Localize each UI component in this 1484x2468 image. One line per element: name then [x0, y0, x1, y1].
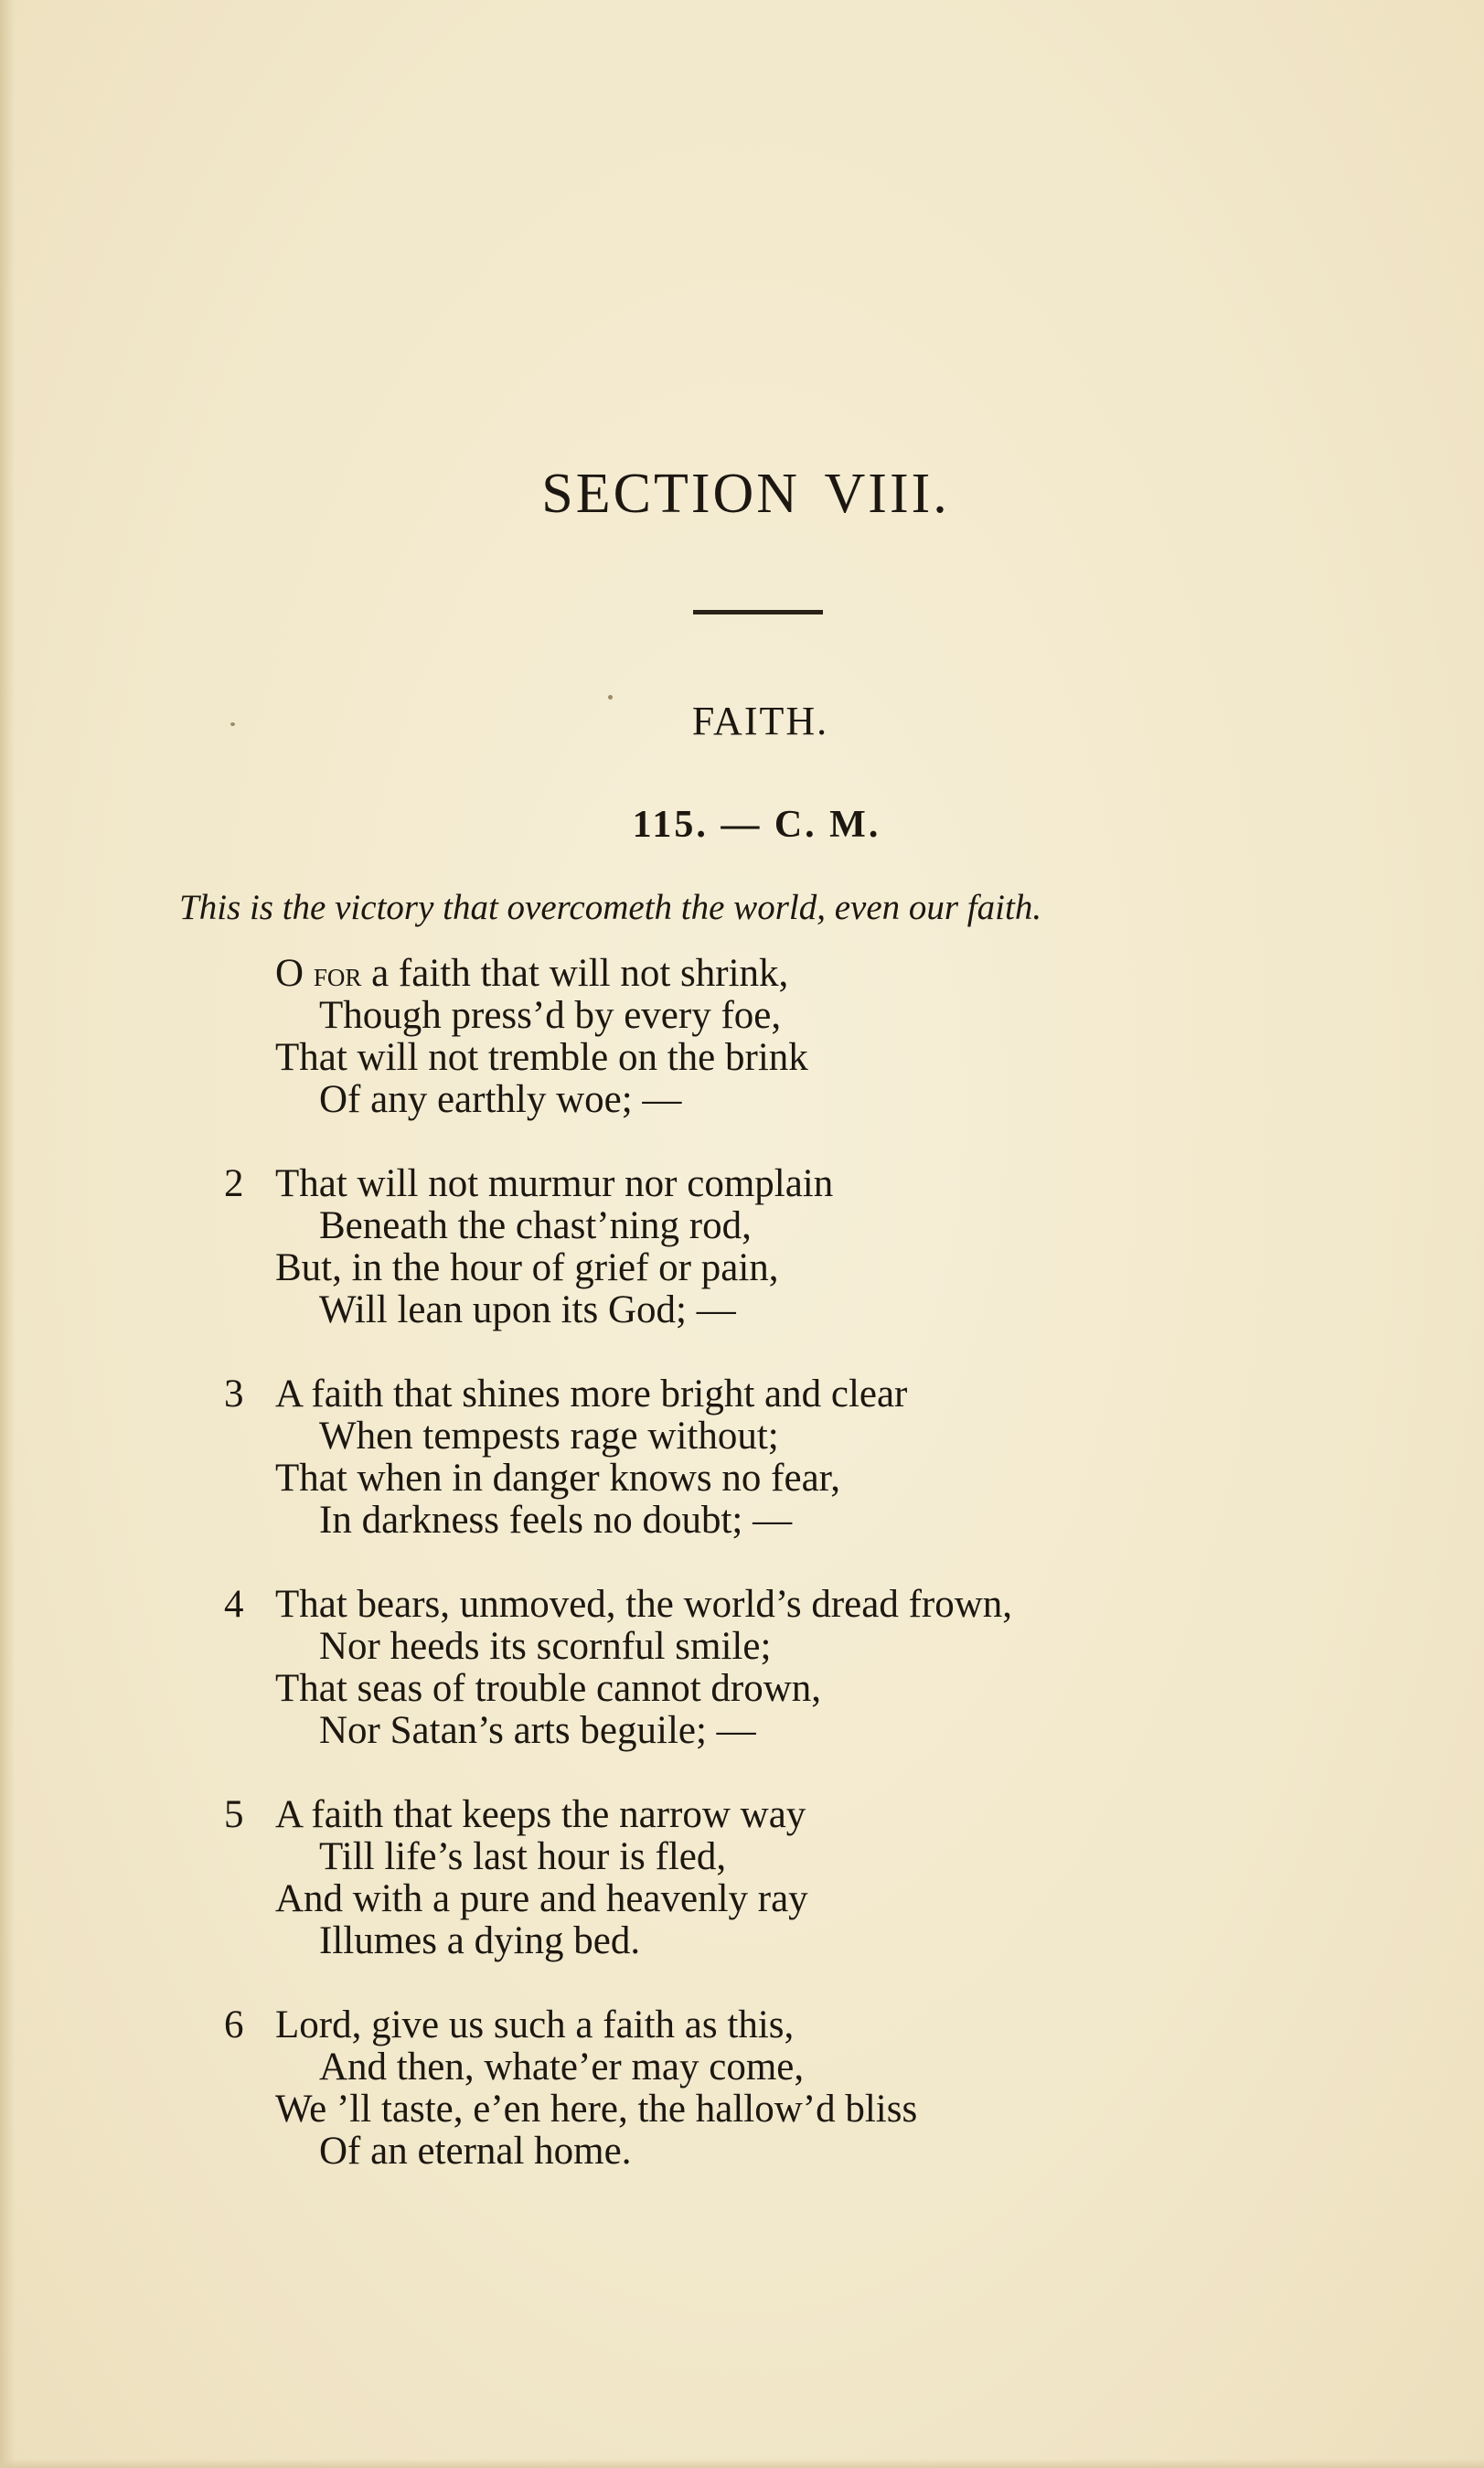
section-label: SECTION [541, 463, 801, 525]
page-bottom-edge [0, 2459, 1484, 2468]
verse-line: That bears, unmoved, the world’s dread frown, [275, 1583, 1013, 1626]
stanza-number: 4 [224, 1583, 244, 1626]
verse-line: Will lean upon its God; — [319, 1288, 736, 1331]
verse-line-lead: O [275, 952, 314, 995]
section-numeral: VIII. [824, 463, 950, 525]
verse-line: When tempests rage without; [319, 1415, 779, 1458]
page-left-edge [0, 0, 15, 2468]
verse-line: Nor heeds its scornful smile; [319, 1625, 772, 1668]
verse-line: That when in danger knows no fear, [275, 1457, 840, 1500]
verse-line-smallcaps: for [313, 956, 362, 994]
verse-line: We ’ll taste, e’en here, the hallow’d bliss [275, 2088, 918, 2131]
verse-line: In darkness feels no doubt; — [319, 1499, 793, 1542]
verse-line: Though press’d by every foe, [319, 994, 782, 1037]
topic-heading: FAITH. [691, 699, 829, 743]
verse-line: That will not murmur nor complain [275, 1162, 834, 1205]
hymn-stanzas [224, 953, 1321, 2215]
stanza-6 [224, 2004, 1321, 2173]
verse-line: And then, whate’er may come, [319, 2046, 805, 2089]
hymn-heading [0, 803, 1484, 847]
section-title [0, 462, 1484, 527]
hymn-number: 115. [632, 804, 709, 846]
verse-line: A faith that shines more bright and clear [275, 1373, 908, 1416]
stanza-4 [224, 1584, 1321, 1752]
verse-line: But, in the hour of grief or pain, [275, 1246, 779, 1289]
verse-line: Lord, give us such a faith as this, [275, 2003, 795, 2046]
stanza-number: 2 [224, 1162, 244, 1205]
stanza-1 [224, 953, 1321, 1121]
hymn-meter: — C. M. [721, 804, 881, 846]
verse-line: That seas of trouble cannot drown, [275, 1667, 822, 1710]
verse-line: Till life’s last hour is fled, [319, 1835, 727, 1878]
stanza-3 [224, 1373, 1321, 1542]
hymn-epigraph: This is the victory that overcometh the world, even our faith. [179, 888, 1042, 927]
verse-line-rest: a faith that will not shrink, [361, 952, 789, 995]
verse-line: And with a pure and heavenly ray [275, 1877, 808, 1920]
verse-line: That will not tremble on the brink [275, 1036, 808, 1079]
verse-line [224, 953, 1321, 995]
verse-line: Illumes a dying bed. [319, 1919, 641, 1962]
stanza-number: 6 [224, 2003, 244, 2046]
verse-line: Of any earthly woe; — [319, 1078, 682, 1121]
verse-line: Nor Satan’s arts beguile; — [319, 1709, 756, 1752]
title-divider [693, 610, 823, 614]
stanza-5 [224, 1794, 1321, 1962]
stanza-number: 5 [224, 1793, 244, 1836]
verse-line: Of an eternal home. [319, 2130, 632, 2173]
verse-line: A faith that keeps the narrow way [275, 1793, 806, 1836]
verse-line: Beneath the chast’ning rod, [319, 1204, 752, 1247]
stanza-2 [224, 1163, 1321, 1331]
stanza-number: 3 [224, 1373, 244, 1416]
